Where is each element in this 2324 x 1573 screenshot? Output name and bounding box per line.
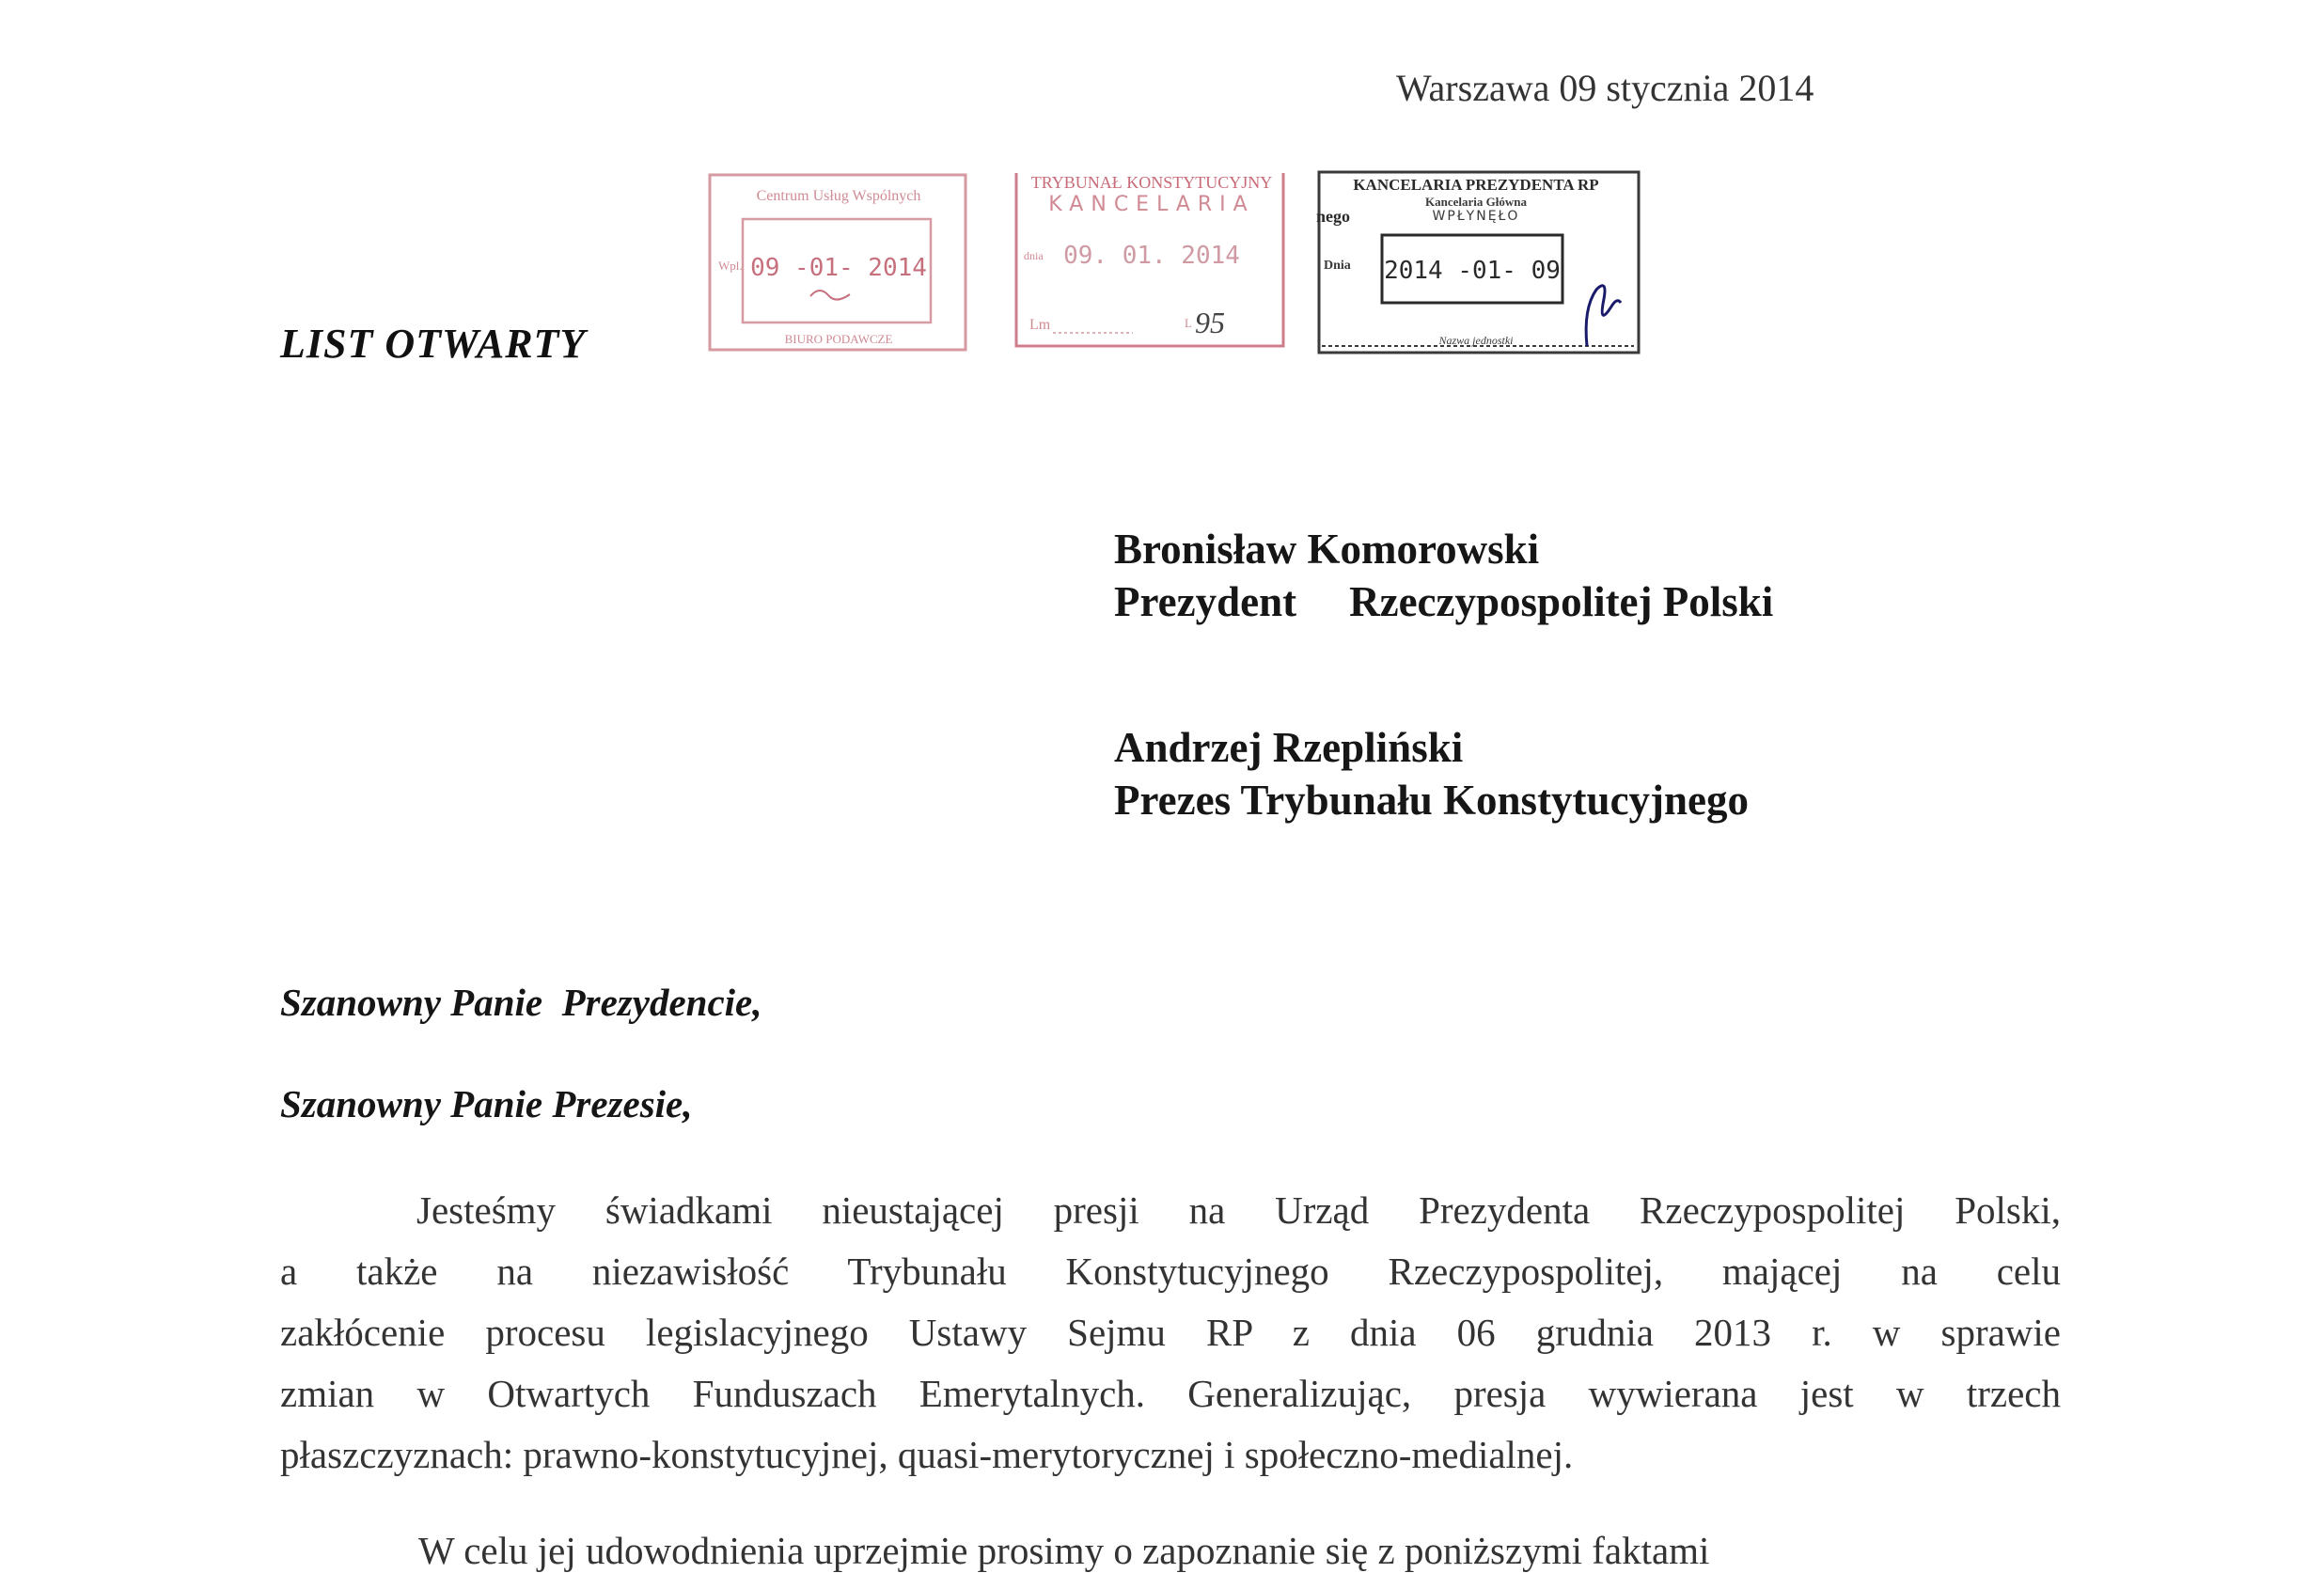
salutation-president: Szanowny Panie Prezydencie, — [280, 981, 762, 1024]
stamp-kancelaria-side: nego — [1316, 207, 1350, 226]
stamp-kancelaria-sub: Kancelaria Główna — [1425, 195, 1527, 209]
recipient-president-role — [1114, 575, 1773, 628]
cutoff-line: W celu jej udowodnienia uprzejmie prosimy o zapoznanie się z poniższymi faktami — [418, 1529, 1710, 1572]
stamp-centrum-graphic — [707, 172, 970, 355]
recipient-president-name: Bronisław Komorowski — [1114, 526, 1540, 573]
stamp-kancelaria-status: WPŁYNĘŁO — [1432, 209, 1520, 224]
stamp-kancelaria-graphic — [1314, 167, 1648, 365]
stamp-trybunal-graphic — [1011, 167, 1293, 355]
stamp-trybunal — [1011, 167, 1293, 355]
body-line: Jesteśmy świadkami nieustającej presji na Urząd Prezydenta Rzeczypospolitej Polski, — [416, 1188, 2061, 1232]
recipient-president-role-a: Prezydent — [1114, 578, 1297, 625]
stamp-trybunal-date: 09. 01. 2014 — [1063, 242, 1240, 270]
date-line: Warszawa 09 stycznia 2014 — [1396, 67, 1814, 109]
recipient-tribunal — [1114, 721, 1749, 826]
svg-text:L: L — [1185, 316, 1192, 330]
recipient-tribunal-name: Andrzej Rzepliński — [1114, 724, 1464, 771]
signature-scribble — [1586, 286, 1621, 346]
recipient-tribunal-role: Prezes Trybunału Konstytucyjnego — [1114, 777, 1750, 824]
stamp-centrum-date: 09 -01- 2014 — [750, 254, 927, 282]
salutation-prezes: Szanowny Panie Prezesie, — [280, 1082, 693, 1125]
stamp-trybunal-bottom: Lm — [1029, 317, 1051, 333]
svg-text:Wpl.: Wpl. — [718, 259, 743, 273]
stamp-kancelaria-day: Dnia — [1324, 259, 1351, 273]
stamp-trybunal-signature: 95 — [1195, 306, 1225, 339]
body-line: a także na niezawisłość Trybunału Konstytucyjnego Rzeczypospolitej, mającej na celu — [280, 1250, 2061, 1293]
body-paragraph — [280, 1180, 2061, 1486]
stamp-centrum-top: Centrum Usług Wspólnych — [756, 188, 921, 204]
stamp-kancelaria-prezydenta — [1314, 167, 1648, 365]
body-line: płaszczyznach: prawno-konstytucyjnej, quasi-merytorycznej i społeczno-medialnej. — [280, 1433, 1574, 1476]
recipient-president — [1114, 523, 1773, 628]
stamp-centrum — [707, 172, 970, 355]
recipient-president-role-b: Rzeczypospolitej Polski — [1349, 578, 1774, 625]
stamp-kancelaria-date: 2014 -01- 09 — [1384, 257, 1561, 285]
stamp-trybunal-top: TRYBUNAŁ KONSTYTUCYJNY — [1030, 173, 1273, 192]
stamp-kancelaria-bottom: Nazwa jednostki — [1438, 334, 1514, 347]
stamp-kancelaria-top: KANCELARIA PREZYDENTA RP — [1353, 176, 1599, 194]
body-line: zakłócenie procesu legislacyjnego Ustawy Sejmu RP z dnia 06 grudnia 2013 r. w sprawie — [280, 1311, 2061, 1354]
stamp-trybunal-mid: KANCELARIA — [1048, 193, 1255, 216]
body-line: zmian w Otwartych Funduszach Emerytalnych. Generalizując, presja wywierana jest w trzech — [280, 1372, 2061, 1415]
stamp-centrum-bottom: BIURO PODAWCZE — [784, 332, 893, 346]
svg-text:dnia: dnia — [1024, 249, 1044, 262]
document-title: LIST OTWARTY — [280, 321, 587, 367]
